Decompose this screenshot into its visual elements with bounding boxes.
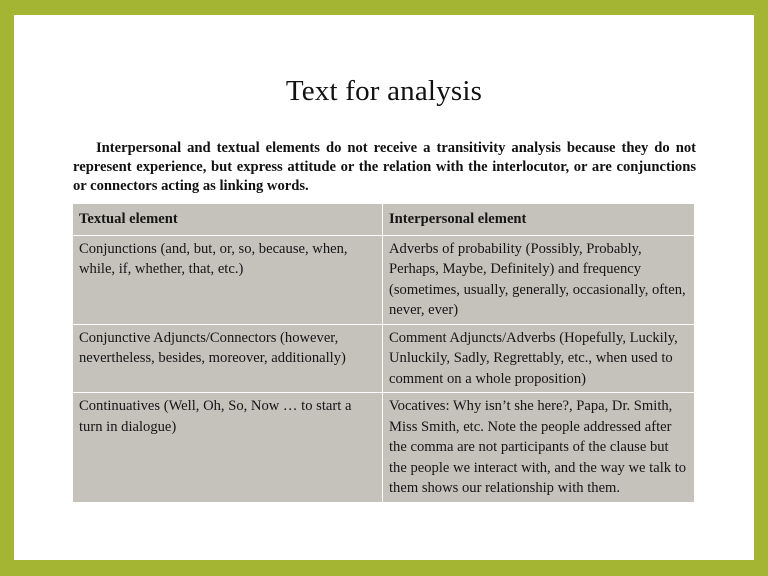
textual-cell: Conjunctions (and, but, or, so, because, when, while, if, whether, that, etc.) — [73, 235, 383, 324]
slide — [14, 15, 754, 560]
elements-table — [72, 203, 695, 503]
textual-cell: Conjunctive Adjuncts/Connectors (however, nevertheless, besides, moreover, additionally) — [73, 324, 383, 393]
interpersonal-cell: Adverbs of probability (Possibly, Probably, Perhaps, Maybe, Definitely) and frequency (sometimes, usually, generally, occasionally, often, never, ever) — [383, 235, 695, 324]
table-row — [73, 393, 695, 503]
header-textual-element: Textual element — [73, 204, 383, 236]
intro-paragraph: Interpersonal and textual elements do not receive a transitivity analysis because they do not represent experience, but express attitude or the relation with the interlocutor, or are conjunctions or connectors acting as linking words. — [73, 140, 696, 194]
slide-title: Text for analysis — [285, 75, 483, 107]
table-row — [73, 235, 695, 324]
interpersonal-cell: Comment Adjuncts/Adverbs (Hopefully, Luckily, Unluckily, Sadly, Regrettably, etc., when used to comment on a whole proposition) — [383, 324, 695, 393]
table-row — [73, 324, 695, 393]
table-header-row — [73, 204, 695, 236]
header-interpersonal-element: Interpersonal element — [383, 204, 695, 236]
textual-cell: Continuatives (Well, Oh, So, Now … to start a turn in dialogue) — [73, 393, 383, 503]
interpersonal-cell: Vocatives: Why isn’t she here?, Papa, Dr. Smith, Miss Smith, etc. Note the people addressed after the comma are not participants of the clause but the people we interact with, and the way we talk to them shows our relationship with them. — [383, 393, 695, 503]
